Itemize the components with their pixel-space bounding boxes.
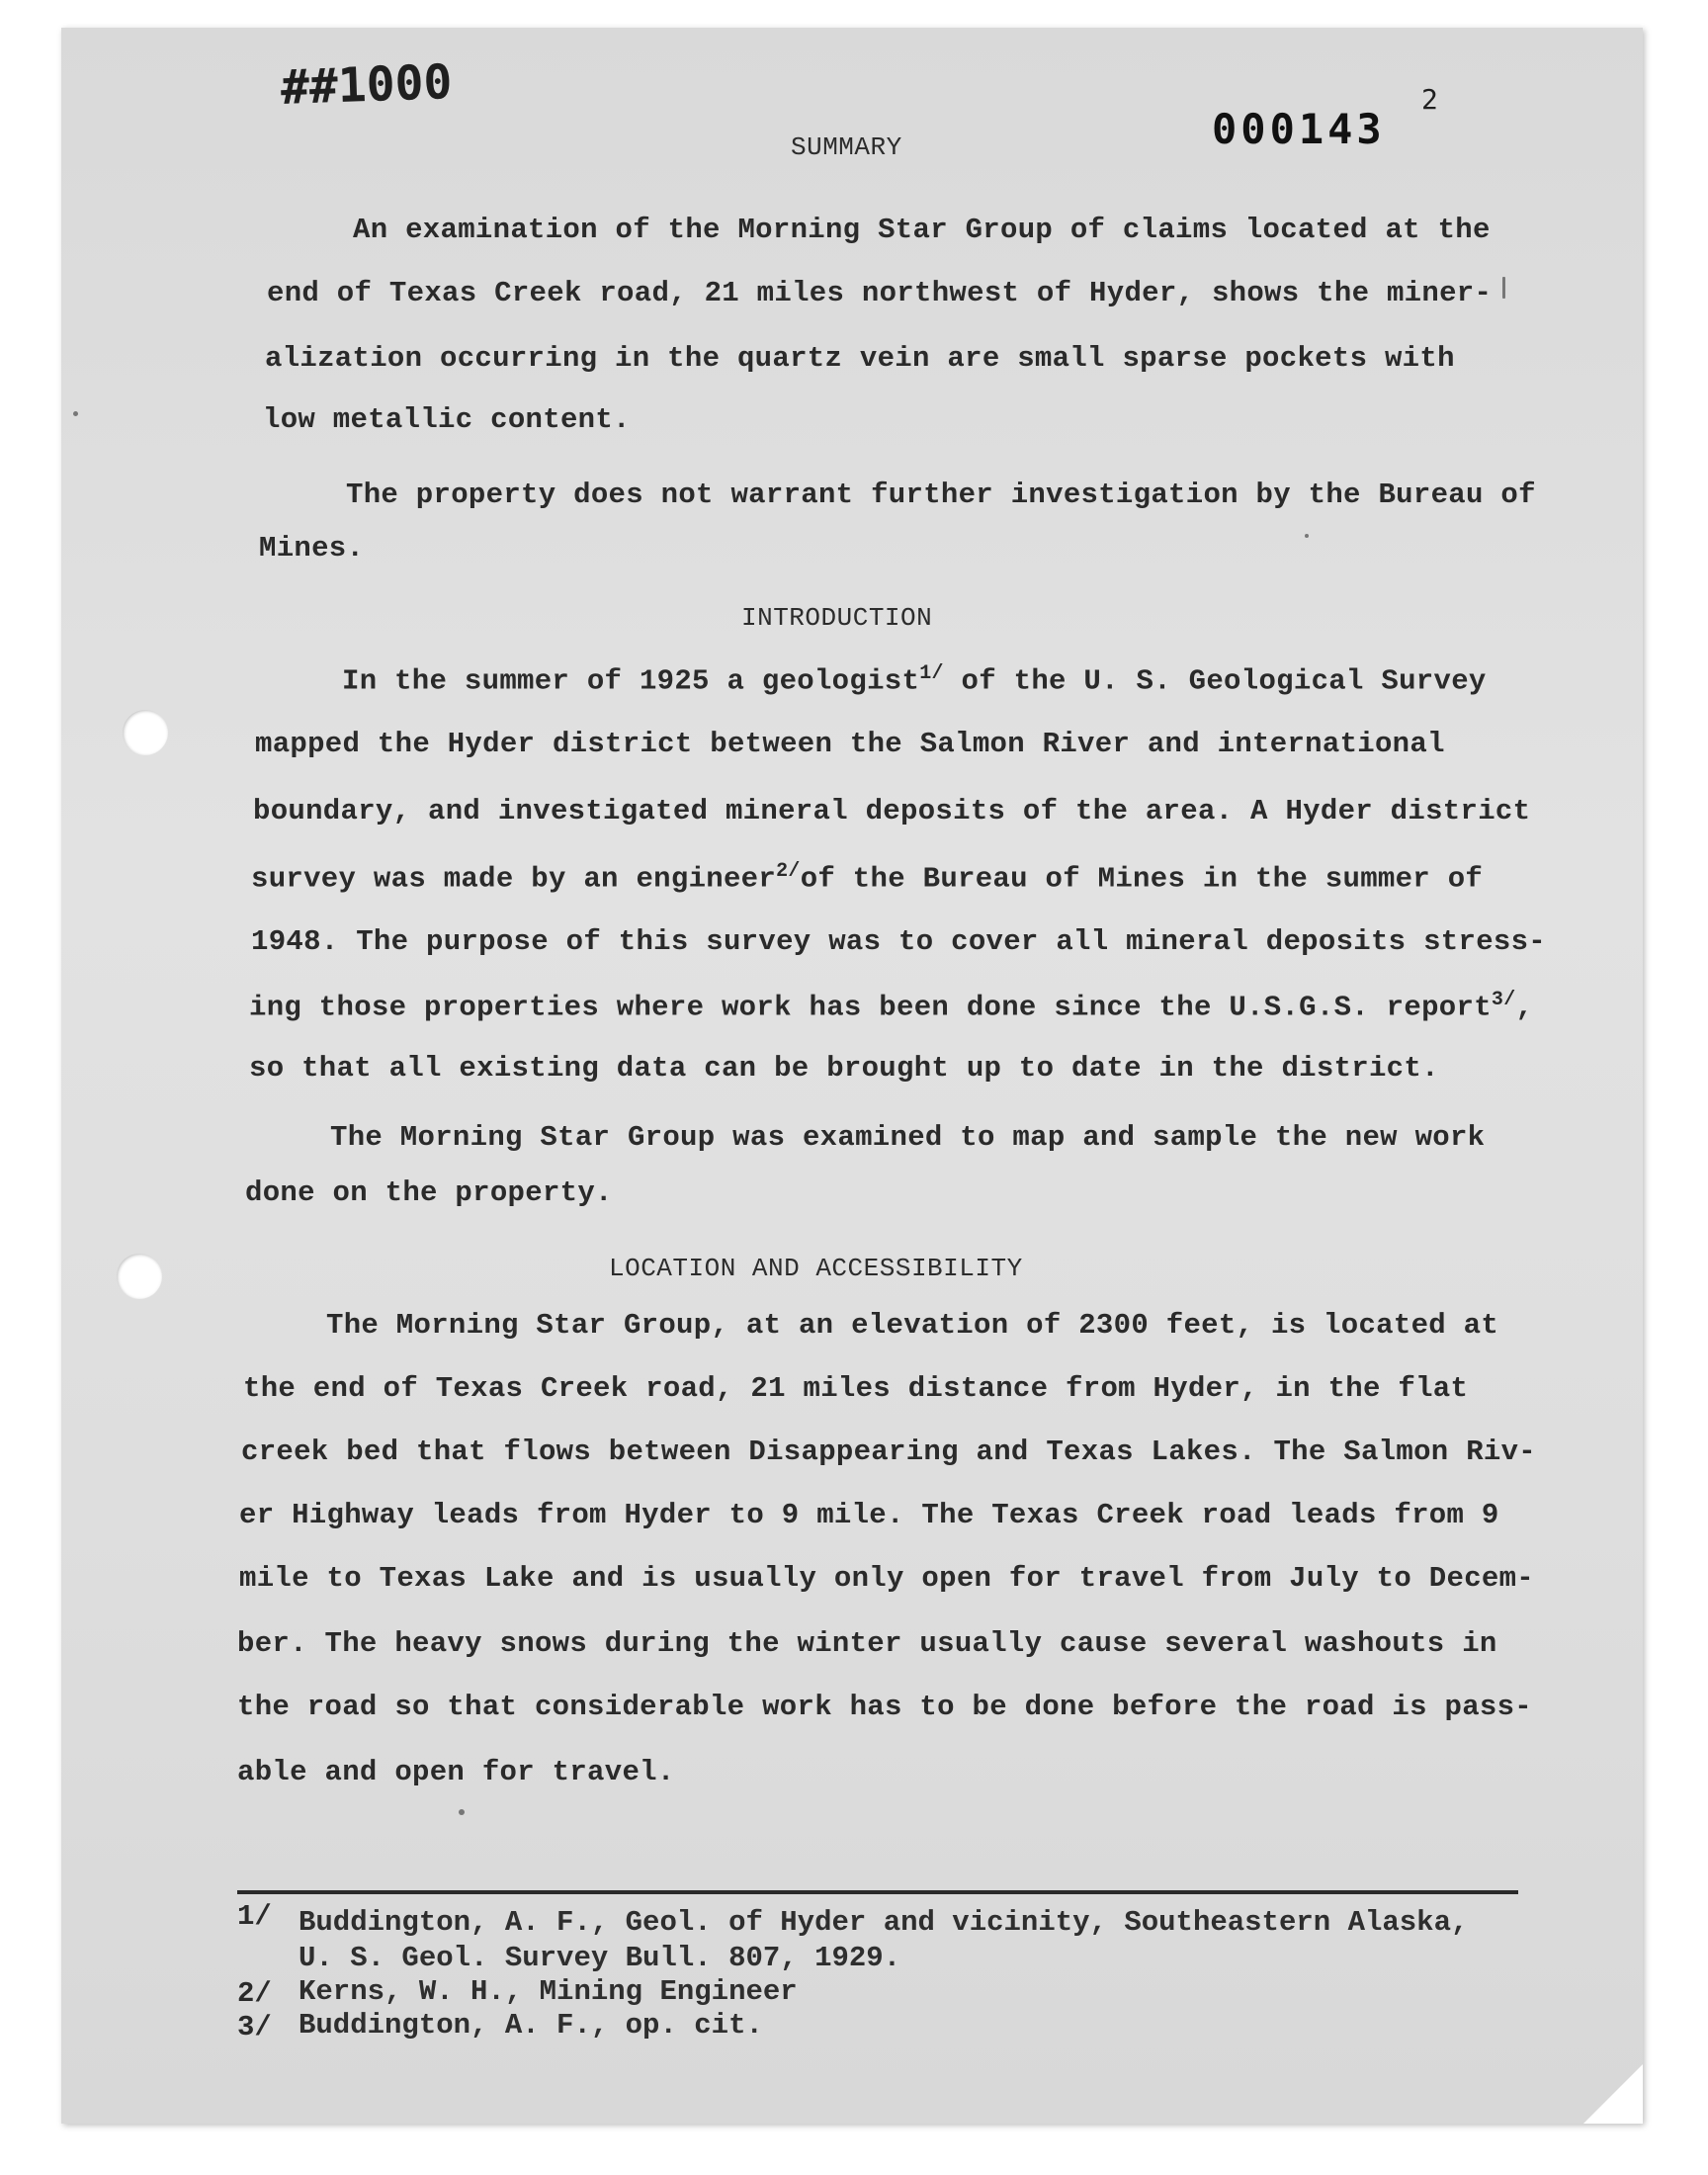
intro-line: survey was made by an engineer$^{2/}$of the Bureau of Mines in the summer of [251, 860, 1484, 896]
location-line: the end of Texas Creek road, 21 miles distance from Hyder, in the flat [243, 1372, 1469, 1405]
location-line: The Morning Star Group, at an elevation of 2300 feet, is located at [326, 1309, 1499, 1342]
footnote-text: Buddington, A. F., op. cit. [299, 2009, 763, 2042]
page-corner-fold [1583, 2064, 1643, 2124]
location-line: able and open for travel. [237, 1756, 675, 1788]
location-line: creek bed that flows between Disappearing and Texas Lakes. The Salmon Riv- [241, 1436, 1537, 1468]
scan-speck [1305, 534, 1309, 538]
location-line: er Highway leads from Hyder to 9 mile. The Texas Creek road leads from 9 [239, 1499, 1499, 1531]
footnote-mark: 3/ [237, 2011, 272, 2044]
footnote-separator [237, 1890, 1518, 1894]
footnote-mark: 2/ [237, 1977, 272, 2010]
page-number: 2 [1421, 83, 1438, 116]
intro-line: The Morning Star Group was examined to map and sample the new work [330, 1121, 1486, 1154]
footnote-mark: 1/ [237, 1900, 272, 1933]
location-line: ber. The heavy snows during the winter usually cause several washouts in [237, 1627, 1497, 1660]
summary-line: low metallic content. [263, 403, 631, 436]
footnote-ref-3: 3/ [1491, 989, 1516, 1011]
intro-line: boundary, and investigated mineral deposits of the area. A Hyder district [253, 795, 1531, 827]
footnote-ref-1: 1/ [919, 662, 944, 685]
summary-line: An examination of the Morning Star Group of claims located at the [353, 214, 1491, 246]
footnote-text: Kerns, W. H., Mining Engineer [299, 1975, 798, 2008]
footnote-ref-2: 2/ [776, 860, 801, 883]
punch-hole-bottom [117, 1254, 162, 1299]
document-page [61, 28, 1643, 2124]
scan-speck [73, 411, 78, 416]
location-line: mile to Texas Lake and is usually only open for travel from July to Decem- [239, 1562, 1535, 1595]
summary-line: end of Texas Creek road, 21 miles northwest of Hyder, shows the miner- [267, 277, 1493, 309]
scan-speck [1502, 277, 1505, 299]
intro-line: 1948. The purpose of this survey was to cover all mineral deposits stress- [251, 925, 1547, 958]
punch-hole-top [123, 710, 168, 755]
location-heading: LOCATION AND ACCESSIBILITY [609, 1254, 1023, 1283]
summary-line: Mines. [259, 532, 365, 565]
summary-heading: SUMMARY [791, 132, 902, 162]
intro-line: mapped the Hyder district between the Salmon River and international [255, 728, 1445, 760]
footnote-text: Buddington, A. F., Geol. of Hyder and vicinity, Southeastern Alaska, [299, 1906, 1469, 1939]
stamped-page-number: 000143 [1212, 105, 1386, 153]
handwritten-reference: ##1000 [280, 53, 454, 117]
intro-line: so that all existing data can be brought up to date in the district. [249, 1052, 1439, 1085]
intro-line: In the summer of 1925 a geologist$^{1/}$ of the U. S. Geological Survey [342, 662, 1487, 698]
intro-line: ing those properties where work has been done since the U.S.G.S. report$^{3/}$, [249, 989, 1534, 1024]
scan-speck [459, 1809, 465, 1815]
location-line: the road so that considerable work has to be done before the road is pass- [237, 1691, 1533, 1723]
footnote-text: U. S. Geol. Survey Bull. 807, 1929. [299, 1942, 901, 1974]
introduction-heading: INTRODUCTION [741, 603, 933, 633]
summary-line: The property does not warrant further investigation by the Bureau of [346, 478, 1536, 511]
intro-line: done on the property. [245, 1176, 613, 1209]
summary-line: alization occurring in the quartz vein are small sparse pockets with [265, 342, 1455, 375]
